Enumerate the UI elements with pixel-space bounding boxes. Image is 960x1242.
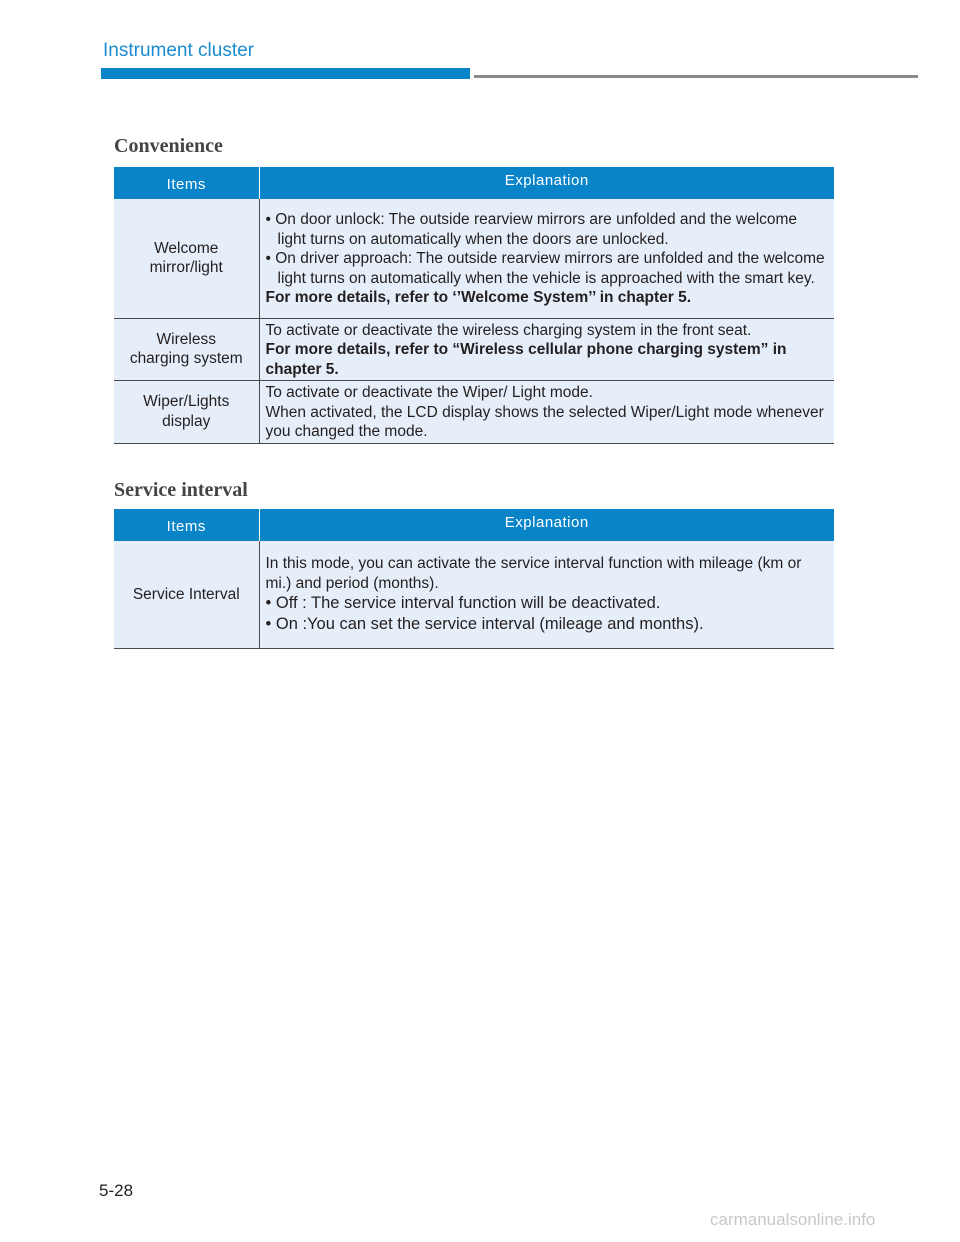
- explanation-note: For more details, refer to ‘’Welcome System’’ in chapter 5.: [265, 289, 692, 306]
- page-header-title: Instrument cluster: [103, 40, 254, 61]
- service-interval-table: [114, 509, 834, 649]
- table-row: [114, 381, 834, 444]
- row-item-wiper-lights: Wiper/Lights display: [114, 381, 259, 444]
- column-header-items: Items: [114, 509, 259, 541]
- column-header-explanation: Explanation: [259, 509, 834, 541]
- explanation-line: To activate or deactivate the wireless charging system in the front seat.: [265, 321, 752, 339]
- section-title-convenience: Convenience: [114, 135, 223, 157]
- explanation-line: In this mode, you can activate the service interval function with mileage (km or mi.) and period (months).: [265, 555, 802, 592]
- section-title-service-interval: Service interval: [114, 479, 248, 501]
- explanation-line: • Off : The service interval function will be deactivated.: [265, 594, 661, 613]
- explanation-line: • On driver approach: The outside rearview mirrors are unfolded and the welcome light turns on automatically when the vehicle is approached with the smart key.: [265, 250, 825, 287]
- table-header-row: [114, 167, 834, 199]
- explanation-note: For more details, refer to “Wireless cellular phone charging system” in chapter 5.: [265, 341, 787, 378]
- explanation-line: To activate or deactivate the Wiper/ Light mode.: [265, 384, 593, 401]
- row-item-service-interval: Service Interval: [114, 541, 259, 648]
- header-rule-gray: [474, 75, 918, 78]
- table-row: [114, 318, 834, 381]
- row-item-welcome-mirror-light: Welcome mirror/light: [114, 199, 259, 318]
- table-row: [114, 199, 834, 318]
- column-header-items: Items: [114, 167, 259, 199]
- row-explanation-wiper: [259, 381, 834, 444]
- header-rule-accent: [101, 68, 470, 79]
- table-header-row: [114, 509, 834, 541]
- explanation-line: When activated, the LCD display shows the selected Wiper/Light mode whenever you changed the mode.: [265, 403, 824, 440]
- explanation-line: • On :You can set the service interval (mileage and months).: [265, 615, 704, 634]
- page-number: 5-28: [99, 1181, 134, 1200]
- explanation-line: • On door unlock: The outside rearview mirrors are unfolded and the welcome light turns on automatically when the doors are unlocked.: [265, 211, 798, 248]
- row-explanation-welcome: [259, 199, 834, 318]
- row-explanation-wireless: [259, 318, 834, 381]
- column-header-explanation: Explanation: [259, 167, 834, 199]
- convenience-table: [114, 167, 834, 444]
- row-explanation-service: [259, 541, 834, 648]
- table-row: [114, 541, 834, 648]
- watermark-text: carmanualsonline.info: [710, 1210, 876, 1229]
- row-item-wireless-charging: Wireless charging system: [114, 318, 259, 381]
